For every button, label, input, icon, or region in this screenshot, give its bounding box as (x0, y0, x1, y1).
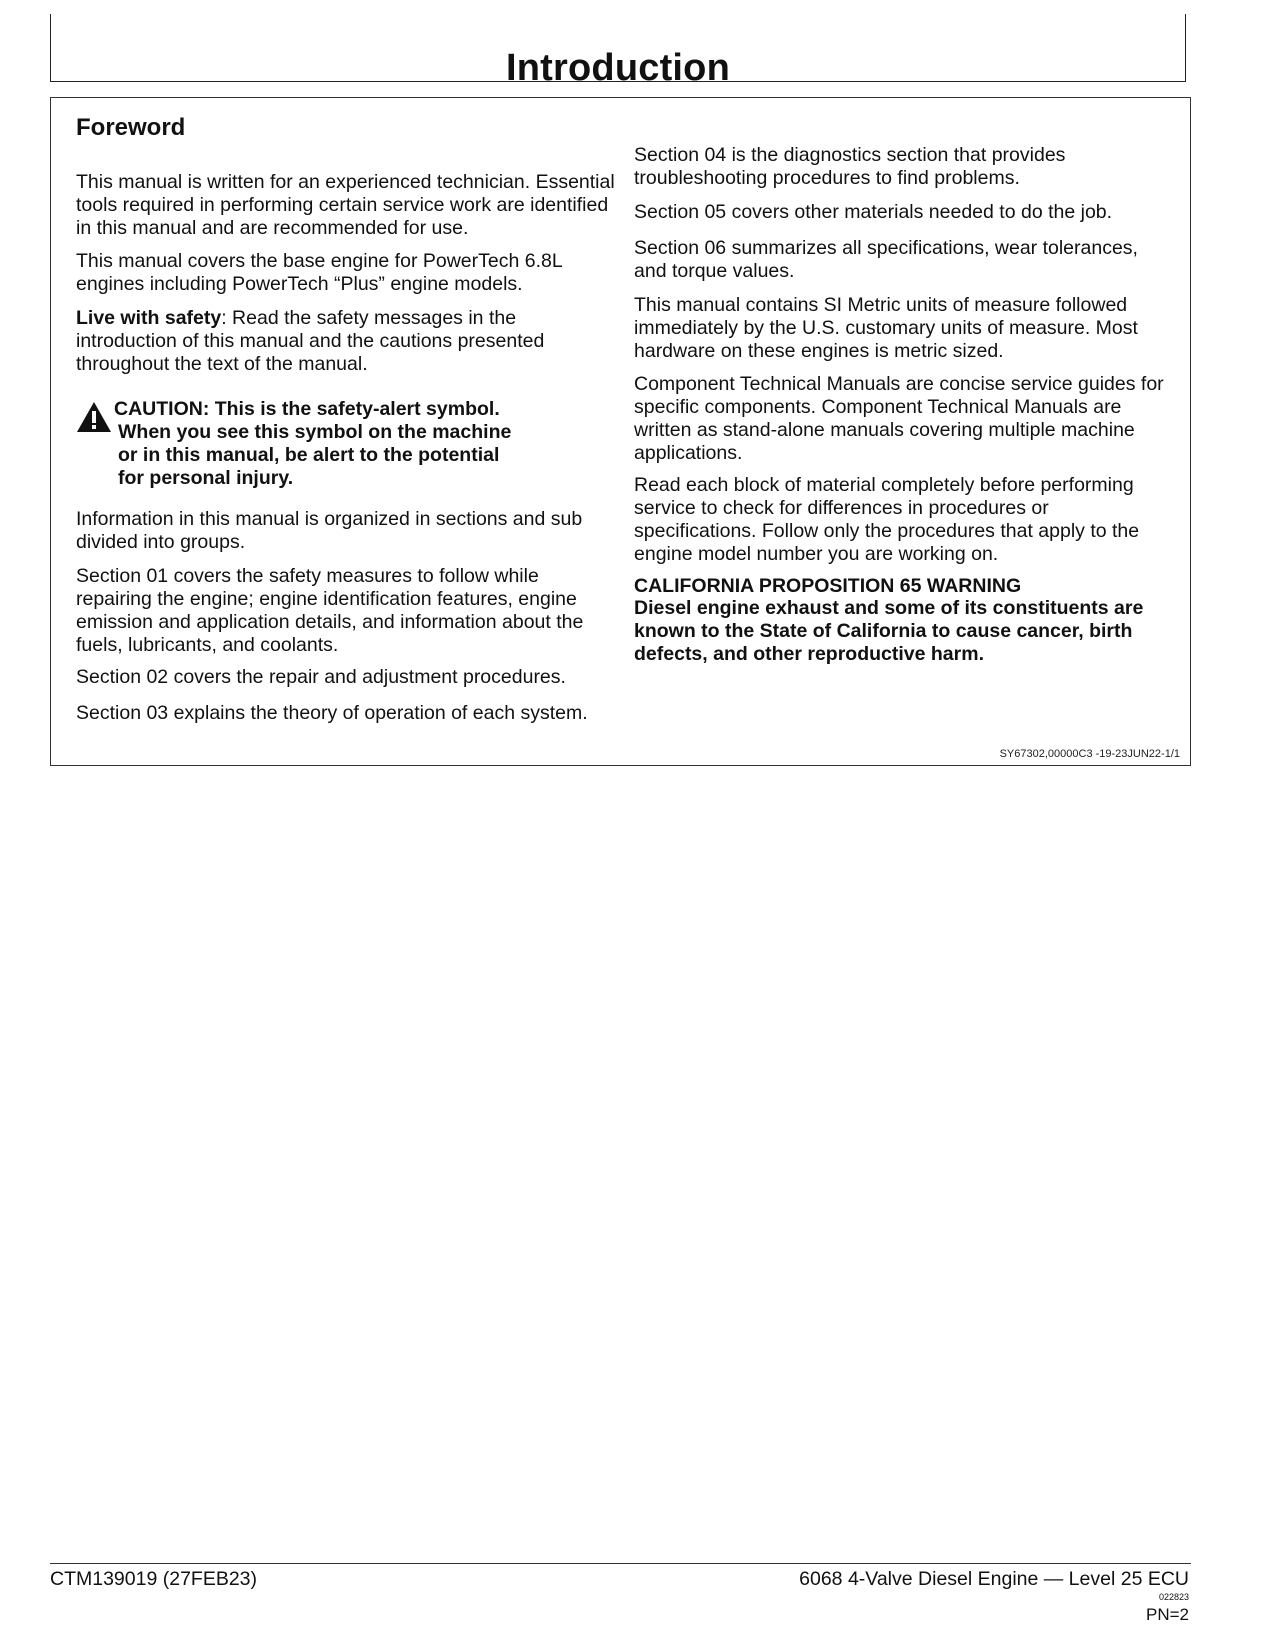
foreword-section (50, 97, 1191, 766)
document-reference: SY67302,00000C3 -19-23JUN22-1/1 (999, 748, 1180, 760)
left-paragraph-1: This manual is written for an experienced technician. Essential tools required in performing certain service work are identified in this manual and are recommended for use. (76, 170, 615, 239)
title-box (50, 14, 1186, 89)
prop65-warning-title: CALIFORNIA PROPOSITION 65 WARNING (634, 574, 1022, 597)
page-title: Introduction (505, 47, 731, 89)
footer-divider (50, 1563, 1191, 1564)
caution-text: When you see this symbol on the machine or in this manual, be alert to the potential for personal injury. (118, 421, 512, 489)
footer-manual-id: CTM139019 (27FEB23) (50, 1568, 258, 1590)
left-paragraph-3 (76, 307, 616, 376)
right-paragraph-5: Component Technical Manuals are concise service guides for specific components. Component Technical Manuals are written as stand-alone manuals covering multiple machine applications. (634, 372, 1164, 464)
left-paragraph-2: This manual covers the base engine for PowerTech 6.8L engines including PowerTech “Plus” engine models. (76, 249, 562, 295)
left-paragraph-7: Section 03 explains the theory of operation of each system. (76, 701, 588, 724)
prop65-warning-text: Diesel engine exhaust and some of its constituents are known to the State of California to cause cancer, birth defects, and other reproductive harm. (634, 596, 1144, 665)
caution-title: CAUTION: This is the safety-alert symbol. (114, 398, 500, 420)
right-paragraph-6: Read each block of material completely before performing service to check for differences in procedures or specifications. Follow only the procedures that apply to the engine model number you are working on. (634, 473, 1140, 565)
footer-page-number: PN=2 (1146, 1605, 1189, 1624)
warning-triangle-icon (76, 401, 112, 433)
live-with-safety-label: Live with safety (76, 306, 222, 329)
left-paragraph-4: Information in this manual is organized in sections and sub divided into groups. (76, 507, 583, 553)
footer-date-code: 022823 (1158, 1592, 1189, 1602)
right-paragraph-2: Section 05 covers other materials needed to do the job. (634, 200, 1113, 223)
left-paragraph-6: Section 02 covers the repair and adjustment procedures. (76, 665, 566, 688)
right-paragraph-1: Section 04 is the diagnostics section that provides troubleshooting procedures to find problems. (634, 143, 1066, 189)
left-paragraph-5: Section 01 covers the safety measures to follow while repairing the engine; engine identification features, engine emission and application details, and information about the fuels, lubricants, and coolants. (76, 564, 584, 656)
foreword-heading: Foreword (76, 114, 186, 141)
right-paragraph-4: This manual contains SI Metric units of measure followed immediately by the U.S. customary units of measure. Most hardware on these engines is metric sized. (634, 293, 1138, 362)
right-paragraph-3: Section 06 summarizes all specifications, wear tolerances, and torque values. (634, 236, 1138, 282)
live-with-safety-text: : Read the safety messages in the introduction of this manual and the cautions presented throughout the text of the manual. (76, 306, 545, 375)
footer-engine-title: 6068 4-Valve Diesel Engine — Level 25 ECU (799, 1568, 1189, 1590)
